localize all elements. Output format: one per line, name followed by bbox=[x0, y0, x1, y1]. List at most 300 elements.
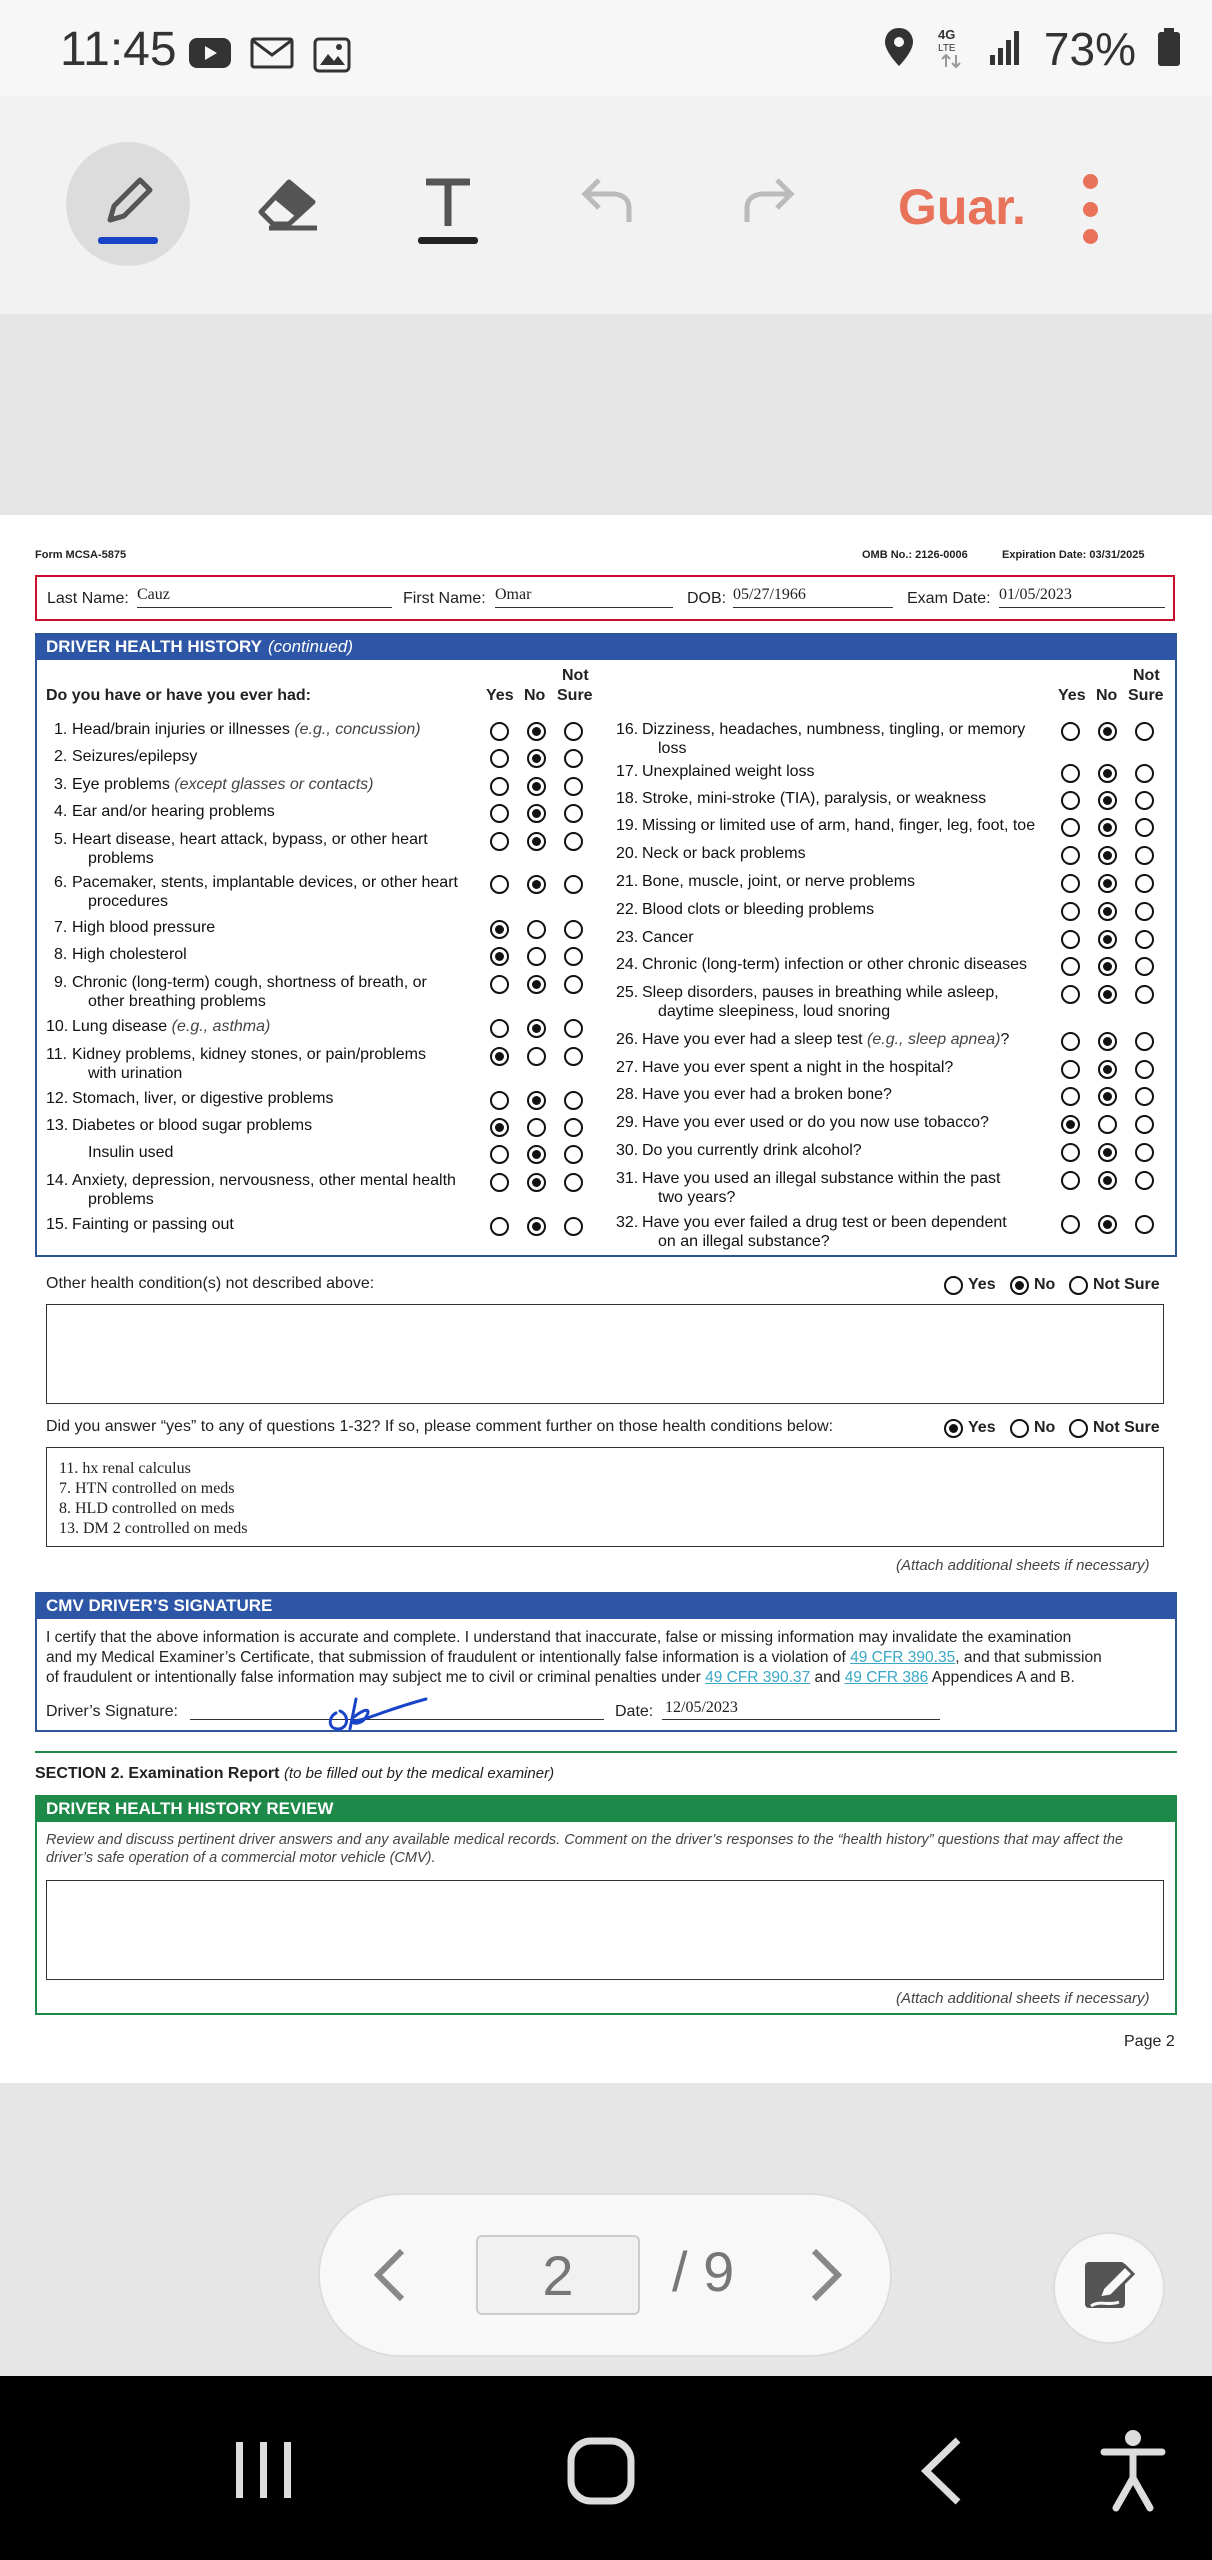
comment-notsure-radio[interactable] bbox=[1069, 1419, 1088, 1438]
battery-percent: 73% bbox=[1043, 23, 1136, 75]
answer-notsure-radio[interactable] bbox=[564, 1047, 583, 1066]
answer-notsure-radio[interactable] bbox=[564, 1145, 583, 1164]
exam-date-label: Exam Date: bbox=[907, 590, 991, 607]
question-number: 31. bbox=[616, 1170, 639, 1187]
signature-title-text: CMV DRIVER’S SIGNATURE bbox=[46, 1596, 273, 1615]
answer-no-radio[interactable] bbox=[527, 975, 546, 994]
answer-notsure-radio[interactable] bbox=[1135, 957, 1154, 976]
question-text bbox=[72, 1215, 234, 1234]
question-label: High blood pressure bbox=[72, 919, 216, 936]
question-number: 28. bbox=[616, 1086, 639, 1103]
question-label: Dizziness, headaches, numbness, tingling, or memory bbox=[642, 721, 1026, 738]
question-text bbox=[642, 900, 874, 919]
page-navigator bbox=[318, 2193, 892, 2357]
answer-yes-radio[interactable] bbox=[1061, 1143, 1080, 1162]
answer-yes-radio[interactable] bbox=[1061, 1215, 1080, 1234]
answer-yes-radio[interactable] bbox=[1061, 874, 1080, 893]
question-text bbox=[72, 720, 421, 739]
answer-notsure-radio[interactable] bbox=[1135, 874, 1154, 893]
answer-no-radio[interactable] bbox=[527, 749, 546, 768]
answer-no-radio[interactable] bbox=[1098, 957, 1117, 976]
question-number: 29. bbox=[616, 1114, 639, 1131]
health-history-subtitle: (continued) bbox=[267, 637, 354, 656]
question-text bbox=[72, 1171, 456, 1209]
question-label-cont: on an illegal substance? bbox=[658, 1233, 830, 1250]
answer-yes-radio[interactable] bbox=[490, 804, 509, 823]
undo-button[interactable] bbox=[546, 142, 670, 266]
question-number: 21. bbox=[616, 873, 639, 890]
answer-yes-radio[interactable] bbox=[490, 722, 509, 741]
question-number: 13. bbox=[46, 1117, 69, 1134]
answer-yes-radio[interactable] bbox=[490, 777, 509, 796]
answer-notsure-radio[interactable] bbox=[1135, 902, 1154, 921]
question-label: Bone, muscle, joint, or nerve problems bbox=[642, 873, 916, 890]
question-number: 16. bbox=[616, 721, 639, 738]
answer-yes-radio[interactable] bbox=[490, 920, 509, 939]
question-label: Diabetes or blood sugar problems bbox=[72, 1117, 313, 1134]
answer-yes-radio[interactable] bbox=[1061, 957, 1080, 976]
question-text bbox=[642, 872, 915, 891]
review-textbox[interactable] bbox=[46, 1880, 1164, 1980]
question-text bbox=[72, 873, 458, 911]
answer-notsure-radio[interactable] bbox=[564, 1118, 583, 1137]
question-label-cont: loss bbox=[658, 740, 687, 757]
svg-text:LTE: LTE bbox=[937, 43, 956, 54]
answer-no-radio[interactable] bbox=[527, 1118, 546, 1137]
question-text bbox=[72, 973, 427, 1011]
recent-apps-icon bbox=[232, 2438, 296, 2502]
answer-notsure-radio[interactable] bbox=[564, 777, 583, 796]
question-label: Chronic (long-term) cough, shortness of breath, or bbox=[72, 974, 427, 991]
question-text bbox=[642, 762, 815, 781]
answer-yes-radio[interactable] bbox=[1061, 818, 1080, 837]
question-label: High cholesterol bbox=[72, 946, 187, 963]
recent-apps-button[interactable] bbox=[232, 2438, 296, 2506]
question-number: 2. bbox=[54, 748, 68, 765]
review-instructions-2: driver’s safe operation of a commercial motor vehicle (CMV). bbox=[46, 1850, 436, 1866]
question-number: 10. bbox=[46, 1018, 69, 1035]
answer-no-radio[interactable] bbox=[527, 920, 546, 939]
sign-edit-button[interactable] bbox=[1053, 2232, 1165, 2344]
question-number: 8. bbox=[54, 946, 68, 963]
answer-notsure-radio[interactable] bbox=[1135, 1060, 1154, 1079]
driver-info-box bbox=[35, 575, 1175, 621]
answer-no-radio[interactable] bbox=[1098, 1143, 1117, 1162]
attach-note-2: (Attach additional sheets if necessary) bbox=[896, 1990, 1150, 2007]
question-label: Eye problems bbox=[72, 776, 170, 793]
driver-signature-label: Driver’s Signature: bbox=[46, 1703, 178, 1720]
question-number: 26. bbox=[616, 1031, 639, 1048]
answer-no-radio[interactable] bbox=[1098, 1115, 1117, 1134]
undo-icon bbox=[573, 172, 643, 236]
form-id: Form MCSA-5875 bbox=[35, 549, 127, 561]
cfr-386-link[interactable]: 49 CFR 386 bbox=[844, 1669, 929, 1686]
question-label: Seizures/epilepsy bbox=[72, 748, 198, 765]
question-label: Blood clots or bleeding problems bbox=[642, 901, 875, 918]
other-no-radio[interactable] bbox=[1010, 1276, 1029, 1295]
eraser-tool-button[interactable] bbox=[226, 142, 350, 266]
answer-yes-radio[interactable] bbox=[490, 1145, 509, 1164]
answer-no-radio[interactable] bbox=[527, 1173, 546, 1192]
text-tool-button[interactable] bbox=[386, 142, 510, 266]
answer-notsure-radio[interactable] bbox=[1135, 764, 1154, 783]
answer-yes-radio[interactable] bbox=[1061, 722, 1080, 741]
answer-no-radio[interactable] bbox=[1098, 902, 1117, 921]
question-text bbox=[72, 802, 275, 821]
answer-yes-radio[interactable] bbox=[490, 1091, 509, 1110]
col-no-left: No bbox=[524, 687, 546, 704]
question-text bbox=[642, 789, 986, 808]
col-not-right: Not bbox=[1133, 667, 1160, 684]
status-bar bbox=[0, 0, 1212, 96]
answer-yes-radio[interactable] bbox=[490, 947, 509, 966]
answer-no-radio[interactable] bbox=[1098, 1171, 1117, 1190]
battery-icon bbox=[1156, 26, 1182, 72]
question-text bbox=[72, 945, 187, 964]
lte-icon bbox=[936, 25, 968, 73]
answer-no-radio[interactable] bbox=[527, 1091, 546, 1110]
answer-notsure-radio[interactable] bbox=[564, 1019, 583, 1038]
question-note: (e.g., concussion) bbox=[294, 721, 421, 738]
answer-yes-radio[interactable] bbox=[490, 749, 509, 768]
answer-notsure-radio[interactable] bbox=[564, 1217, 583, 1236]
certify-line-3 bbox=[46, 1669, 1075, 1687]
comment-notsure-label: Not Sure bbox=[1093, 1419, 1160, 1436]
question-number: 7. bbox=[54, 919, 68, 936]
signature-date-value[interactable]: 12/05/2023 bbox=[665, 1699, 738, 1716]
answer-notsure-radio[interactable] bbox=[1135, 846, 1154, 865]
answer-notsure-radio[interactable] bbox=[1135, 818, 1154, 837]
pen-icon bbox=[98, 172, 158, 236]
omb-number: OMB No.: 2126-0006 bbox=[862, 549, 968, 561]
first-name-line bbox=[495, 607, 673, 608]
back-icon bbox=[916, 2436, 966, 2506]
comment-line: 7. HTN controlled on meds bbox=[59, 1480, 235, 1497]
chevron-left-icon bbox=[372, 2247, 408, 2303]
answer-no-radio[interactable] bbox=[527, 1047, 546, 1066]
more-options-button[interactable] bbox=[1078, 174, 1102, 244]
answer-no-radio[interactable] bbox=[1098, 1060, 1117, 1079]
youtube-icon bbox=[188, 36, 232, 78]
question-label-cont: problems bbox=[88, 850, 154, 867]
question-number: 22. bbox=[616, 901, 639, 918]
redo-icon bbox=[733, 172, 803, 236]
health-history-title-text: DRIVER HEALTH HISTORY bbox=[46, 637, 262, 656]
question-label: Lung disease bbox=[72, 1018, 168, 1035]
answer-notsure-radio[interactable] bbox=[564, 920, 583, 939]
question-label: Stroke, mini-stroke (TIA), paralysis, or weakness bbox=[642, 790, 987, 807]
col-no-right: No bbox=[1096, 687, 1118, 704]
question-text bbox=[72, 918, 215, 937]
question-number: 23. bbox=[616, 929, 639, 946]
answer-notsure-radio[interactable] bbox=[564, 875, 583, 894]
question-label: Kidney problems, kidney stones, or pain/problems bbox=[72, 1046, 426, 1063]
first-name-label: First Name: bbox=[403, 590, 486, 607]
page-total: / 9 bbox=[672, 2240, 735, 2303]
comments-textbox[interactable] bbox=[46, 1447, 1164, 1547]
question-number: 19. bbox=[616, 817, 639, 834]
answer-no-radio[interactable] bbox=[527, 722, 546, 741]
answer-no-radio[interactable] bbox=[527, 1145, 546, 1164]
question-number: 4. bbox=[54, 803, 68, 820]
question-number: 1. bbox=[54, 721, 68, 738]
answer-notsure-radio[interactable] bbox=[564, 722, 583, 741]
dob-value[interactable]: 05/27/1966 bbox=[733, 586, 806, 603]
answer-yes-radio[interactable] bbox=[490, 1118, 509, 1137]
accessibility-icon bbox=[1098, 2428, 1168, 2512]
first-name-value[interactable]: Omar bbox=[495, 586, 532, 603]
answer-yes-radio[interactable] bbox=[490, 975, 509, 994]
question-label: Unexplained weight loss bbox=[642, 763, 815, 780]
answer-yes-radio[interactable] bbox=[1061, 764, 1080, 783]
answer-yes-radio[interactable] bbox=[490, 1217, 509, 1236]
certify-text: of fraudulent or intentionally false information may subject me to civil or criminal penalties under bbox=[46, 1669, 706, 1686]
answer-yes-radio[interactable] bbox=[1061, 1032, 1080, 1051]
answer-yes-radio[interactable] bbox=[490, 1019, 509, 1038]
question-text bbox=[642, 928, 694, 947]
question-number: 27. bbox=[616, 1059, 639, 1076]
previous-page-button[interactable] bbox=[372, 2247, 408, 2307]
answer-notsure-radio[interactable] bbox=[564, 749, 583, 768]
page-number-input[interactable]: 2 bbox=[476, 2235, 640, 2315]
question-text bbox=[642, 844, 806, 863]
answer-yes-radio[interactable] bbox=[1061, 1060, 1080, 1079]
answer-yes-radio[interactable] bbox=[1061, 1115, 1080, 1134]
certify-text: Appendices A and B. bbox=[928, 1669, 1075, 1686]
col-not-left: Not bbox=[562, 667, 589, 684]
signal-icon bbox=[988, 27, 1024, 71]
section-2-note: (to be filled out by the medical examiner) bbox=[283, 1765, 555, 1782]
answer-notsure-radio[interactable] bbox=[1135, 1115, 1154, 1134]
mail-icon bbox=[250, 36, 294, 78]
question-label: Ear and/or hearing problems bbox=[72, 803, 275, 820]
cfr-390-35-link[interactable]: 49 CFR 390.35 bbox=[850, 1649, 956, 1666]
answer-notsure-radio[interactable] bbox=[1135, 1032, 1154, 1051]
comment-yes-radio[interactable] bbox=[944, 1419, 963, 1438]
other-conditions-textbox[interactable] bbox=[46, 1304, 1164, 1404]
save-button[interactable]: Guar. bbox=[898, 179, 1026, 235]
answer-yes-radio[interactable] bbox=[1061, 846, 1080, 865]
answer-no-radio[interactable] bbox=[1098, 846, 1117, 865]
comment-line: 8. HLD controlled on meds bbox=[59, 1500, 235, 1517]
question-text bbox=[642, 1213, 1007, 1251]
last-name-value[interactable]: Cauz bbox=[137, 586, 170, 603]
answer-no-radio[interactable] bbox=[527, 1019, 546, 1038]
next-page-button[interactable] bbox=[808, 2247, 844, 2307]
comment-no-radio[interactable] bbox=[1010, 1419, 1029, 1438]
question-number: 25. bbox=[616, 984, 639, 1001]
question-note: (e.g., sleep apnea) bbox=[867, 1031, 1001, 1048]
question-label: Heart disease, heart attack, bypass, or other heart bbox=[72, 831, 428, 848]
question-text bbox=[642, 1085, 892, 1104]
question-label: Do you currently drink alcohol? bbox=[642, 1142, 862, 1159]
question-label-cont: problems bbox=[88, 1191, 154, 1208]
comment-yes-label: Yes bbox=[968, 1419, 996, 1436]
question-text bbox=[72, 775, 373, 794]
question-text bbox=[72, 1089, 333, 1108]
question-label-cont: with urination bbox=[88, 1065, 183, 1082]
answer-notsure-radio[interactable] bbox=[1135, 722, 1154, 741]
text-color-indicator bbox=[418, 237, 478, 244]
question-label: Head/brain injuries or illnesses bbox=[72, 721, 290, 738]
question-label: Have you used an illegal substance within the past bbox=[642, 1170, 1001, 1187]
col-yes-left: Yes bbox=[486, 687, 514, 704]
question-text bbox=[72, 1116, 312, 1135]
answer-no-radio[interactable] bbox=[1098, 764, 1117, 783]
answer-yes-radio[interactable] bbox=[490, 875, 509, 894]
other-notsure-radio[interactable] bbox=[1069, 1276, 1088, 1295]
other-notsure-label: Not Sure bbox=[1093, 1276, 1160, 1293]
question-text bbox=[642, 1169, 1000, 1207]
answer-no-radio[interactable] bbox=[527, 832, 546, 851]
question-label: Stomach, liver, or digestive problems bbox=[72, 1090, 334, 1107]
question-label-cont: other breathing problems bbox=[88, 993, 266, 1010]
question-number: 15. bbox=[46, 1216, 69, 1233]
redo-button[interactable] bbox=[706, 142, 830, 266]
answer-yes-radio[interactable] bbox=[490, 1173, 509, 1192]
question-number: 9. bbox=[54, 974, 68, 991]
answer-notsure-radio[interactable] bbox=[1135, 985, 1154, 1004]
back-button[interactable] bbox=[916, 2436, 966, 2510]
question-number: 12. bbox=[46, 1090, 69, 1107]
answer-yes-radio[interactable] bbox=[1061, 985, 1080, 1004]
answer-notsure-radio[interactable] bbox=[1135, 1143, 1154, 1162]
col-yes-right: Yes bbox=[1058, 687, 1086, 704]
dob-label: DOB: bbox=[687, 590, 727, 607]
home-button[interactable] bbox=[566, 2436, 636, 2510]
comment-line: 13. DM 2 controlled on meds bbox=[59, 1520, 248, 1537]
answer-no-radio[interactable] bbox=[527, 1217, 546, 1236]
pen-tool-button[interactable] bbox=[66, 142, 190, 266]
answer-notsure-radio[interactable] bbox=[1135, 1171, 1154, 1190]
answer-no-radio[interactable] bbox=[1098, 791, 1117, 810]
col-sure-left: Sure bbox=[557, 687, 593, 704]
question-label: Have you ever had a broken bone? bbox=[642, 1086, 892, 1103]
answer-notsure-radio[interactable] bbox=[564, 947, 583, 966]
question-number: 32. bbox=[616, 1214, 639, 1231]
answer-notsure-radio[interactable] bbox=[1135, 930, 1154, 949]
answer-no-radio[interactable] bbox=[527, 875, 546, 894]
question-text bbox=[642, 1058, 953, 1077]
gallery-icon bbox=[312, 36, 352, 78]
question-note: (except glasses or contacts) bbox=[174, 776, 374, 793]
question-label: Have you ever failed a drug test or been dependent bbox=[642, 1214, 1007, 1231]
review-title-text: DRIVER HEALTH HISTORY REVIEW bbox=[46, 1799, 334, 1818]
answer-yes-radio[interactable] bbox=[490, 832, 509, 851]
question-text bbox=[642, 720, 1025, 758]
answer-yes-radio[interactable] bbox=[1061, 791, 1080, 810]
answer-no-radio[interactable] bbox=[1098, 930, 1117, 949]
question-label-cont: two years? bbox=[658, 1189, 736, 1206]
answer-no-radio[interactable] bbox=[527, 804, 546, 823]
question-label: Missing or limited use of arm, hand, finger, leg, foot, toe bbox=[642, 817, 1036, 834]
question-label-cont: procedures bbox=[88, 893, 169, 910]
other-yes-radio[interactable] bbox=[944, 1276, 963, 1295]
home-icon bbox=[566, 2436, 636, 2506]
comment-no-label: No bbox=[1034, 1419, 1056, 1436]
answer-no-radio[interactable] bbox=[1098, 1215, 1117, 1234]
review-title bbox=[36, 1796, 1176, 1822]
review-instructions-1: Review and discuss pertinent driver answers and any available medical records. Comment on the driver’s responses to the “health history” questions that may affect the bbox=[46, 1832, 1124, 1848]
system-nav-bar bbox=[0, 2376, 1212, 2560]
driver-signature[interactable] bbox=[320, 1685, 430, 1735]
answer-notsure-radio[interactable] bbox=[564, 832, 583, 851]
question-text bbox=[642, 1141, 862, 1160]
accessibility-button[interactable] bbox=[1098, 2428, 1168, 2516]
answer-no-radio[interactable] bbox=[527, 777, 546, 796]
signature-title bbox=[36, 1593, 1176, 1619]
answer-notsure-radio[interactable] bbox=[564, 804, 583, 823]
eraser-icon bbox=[253, 172, 323, 236]
question-note: (e.g., asthma) bbox=[171, 1018, 271, 1035]
pen-color-indicator bbox=[98, 237, 158, 244]
question-number: 14. bbox=[46, 1172, 69, 1189]
answer-notsure-radio[interactable] bbox=[1135, 1087, 1154, 1106]
question-text bbox=[642, 955, 1027, 974]
exam-date-value[interactable]: 01/05/2023 bbox=[999, 586, 1072, 603]
answer-no-radio[interactable] bbox=[1098, 1032, 1117, 1051]
question-text bbox=[88, 1143, 173, 1162]
question-label: Cancer bbox=[642, 929, 694, 946]
question-text bbox=[642, 983, 999, 1021]
sign-document-icon bbox=[1079, 2256, 1139, 2320]
attach-note-1: (Attach additional sheets if necessary) bbox=[896, 1557, 1150, 1574]
chevron-right-icon bbox=[808, 2247, 844, 2303]
question-text bbox=[72, 1045, 426, 1083]
answer-no-radio[interactable] bbox=[1098, 722, 1117, 741]
answer-no-radio[interactable] bbox=[527, 947, 546, 966]
question-number: 24. bbox=[616, 956, 639, 973]
exam-date-line bbox=[999, 607, 1165, 608]
status-time: 11:45 bbox=[60, 23, 177, 76]
question-label: Insulin used bbox=[88, 1144, 174, 1161]
question-label-cont: daytime sleepiness, loud snoring bbox=[658, 1003, 891, 1020]
comment-line: 11. hx renal calculus bbox=[59, 1460, 191, 1477]
answer-notsure-radio[interactable] bbox=[1135, 1215, 1154, 1234]
question-text bbox=[72, 830, 428, 868]
answer-no-radio[interactable] bbox=[1098, 818, 1117, 837]
question-number: 30. bbox=[616, 1142, 639, 1159]
question-label: Pacemaker, stents, implantable devices, or other heart bbox=[72, 874, 458, 891]
question-label: Chronic (long-term) infection or other chronic diseases bbox=[642, 956, 1028, 973]
answer-yes-radio[interactable] bbox=[1061, 1171, 1080, 1190]
answer-yes-radio[interactable] bbox=[1061, 902, 1080, 921]
answer-yes-radio[interactable] bbox=[1061, 930, 1080, 949]
answer-no-radio[interactable] bbox=[1098, 874, 1117, 893]
answer-notsure-radio[interactable] bbox=[564, 975, 583, 994]
question-number: 20. bbox=[616, 845, 639, 862]
question-number: 18. bbox=[616, 790, 639, 807]
answer-notsure-radio[interactable] bbox=[564, 1173, 583, 1192]
answer-notsure-radio[interactable] bbox=[564, 1091, 583, 1110]
question-number: 5. bbox=[54, 831, 68, 848]
answer-no-radio[interactable] bbox=[1098, 1087, 1117, 1106]
section-2-heading: SECTION 2. Examination Report bbox=[35, 1765, 280, 1782]
answer-no-radio[interactable] bbox=[1098, 985, 1117, 1004]
certify-text: and my Medical Examiner’s Certificate, that submission of fraudulent or intentionally false information is a violation of bbox=[46, 1649, 851, 1666]
certify-line-1: I certify that the above information is accurate and complete. I understand that inaccurate, false or missing information may invalidate the examination bbox=[46, 1629, 1072, 1646]
question-text bbox=[72, 1017, 270, 1036]
question-text bbox=[72, 747, 197, 766]
question-number: 6. bbox=[54, 874, 68, 891]
other-conditions-label: Other health condition(s) not described above: bbox=[46, 1275, 375, 1292]
question-label: Sleep disorders, pauses in breathing while asleep, bbox=[642, 984, 999, 1001]
cfr-390-37-link[interactable]: 49 CFR 390.37 bbox=[705, 1669, 811, 1686]
answer-yes-radio[interactable] bbox=[490, 1047, 509, 1066]
answer-notsure-radio[interactable] bbox=[1135, 791, 1154, 810]
location-icon bbox=[882, 26, 916, 72]
answer-yes-radio[interactable] bbox=[1061, 1087, 1080, 1106]
